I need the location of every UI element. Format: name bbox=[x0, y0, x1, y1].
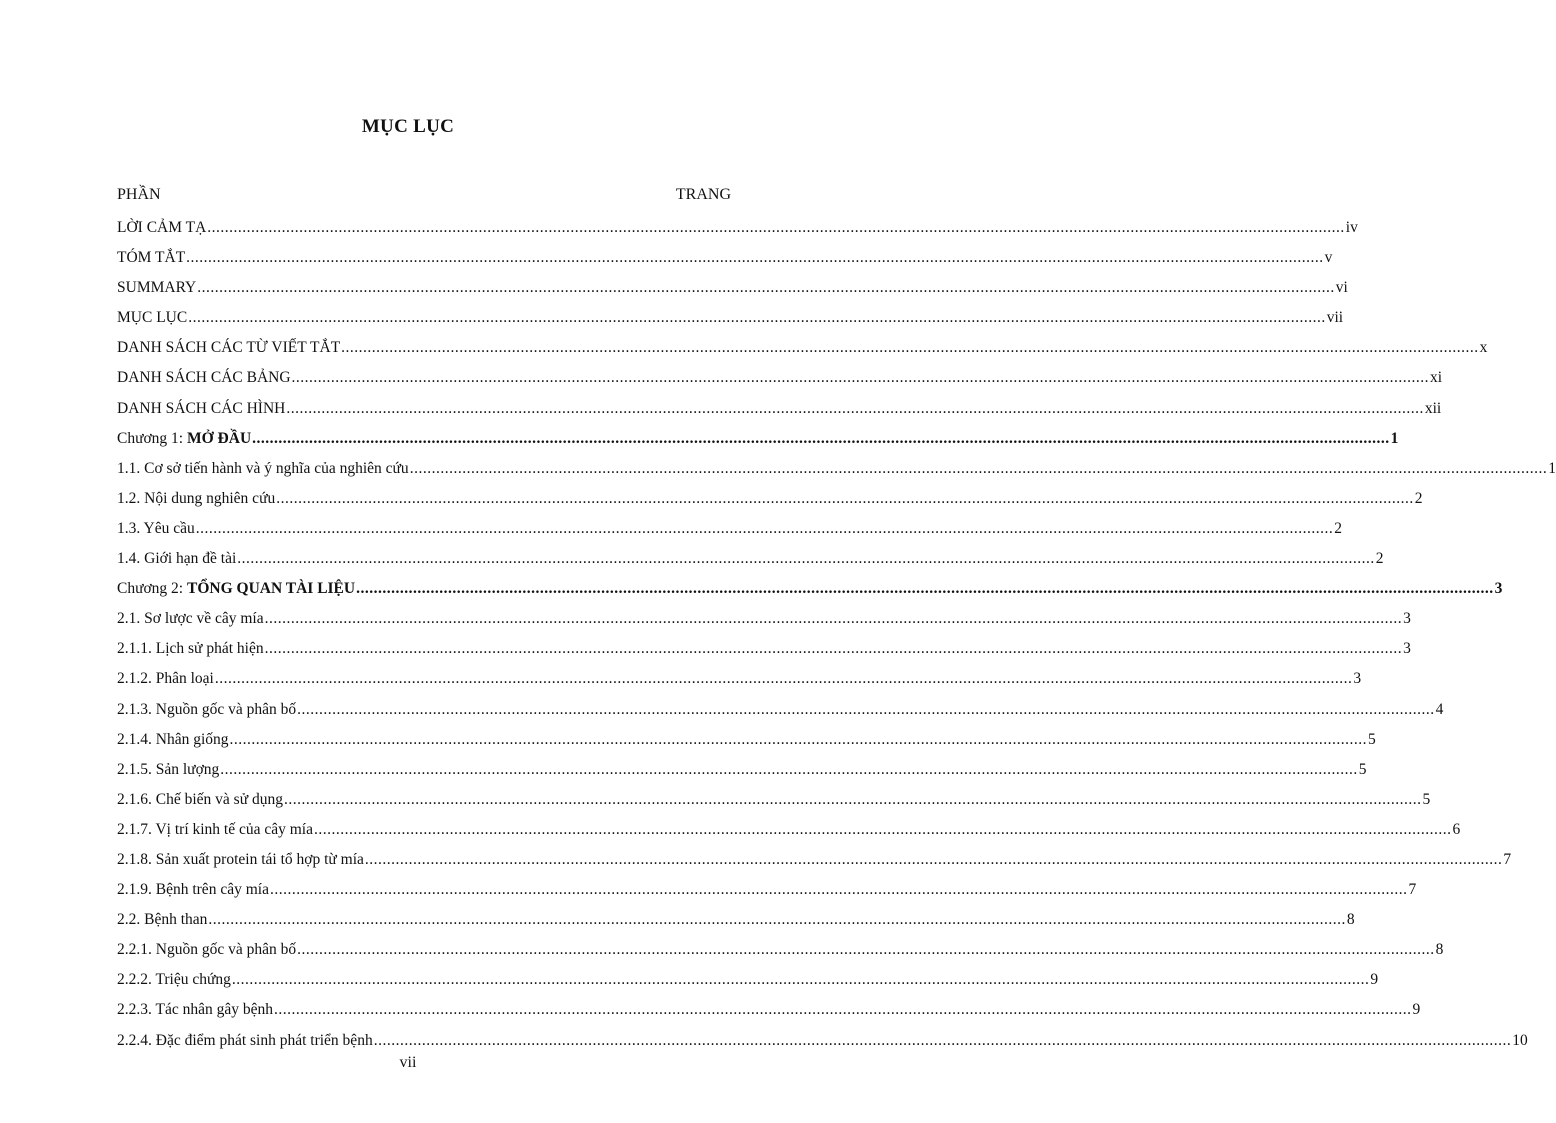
toc-entry-page: 2 bbox=[1334, 519, 1343, 537]
toc-entry[interactable] bbox=[117, 815, 1461, 845]
dot-leader: .................................................................................................................................................................................................................................................................... bbox=[276, 489, 1414, 507]
toc-entry-page: 9 bbox=[1370, 971, 1379, 989]
toc-entry-label: LỜI CẢM TẠ bbox=[117, 219, 207, 236]
toc-entry-page: 8 bbox=[1346, 911, 1355, 929]
chapter-prefix: Chương 2: bbox=[117, 580, 187, 598]
dot-leader: .................................................................................................................................................................................................................................................................... bbox=[273, 1001, 1412, 1019]
toc-entry[interactable] bbox=[117, 634, 1411, 664]
toc-entry[interactable] bbox=[117, 965, 1379, 995]
toc-entry-page: 2 bbox=[1414, 489, 1423, 507]
toc-entry-page: v bbox=[1324, 249, 1333, 267]
toc-chapter-entry[interactable] bbox=[117, 424, 1399, 454]
toc-entry[interactable] bbox=[117, 875, 1417, 905]
toc-entry[interactable] bbox=[117, 995, 1421, 1025]
toc-entry-label bbox=[117, 424, 251, 454]
table-of-contents bbox=[117, 213, 1556, 1056]
dot-leader: .................................................................................................................................................................................................................................................................... bbox=[252, 429, 1390, 447]
dot-leader: .................................................................................................................................................................................................................................................................... bbox=[208, 911, 1346, 929]
dot-leader: .................................................................................................................................................................................................................................................................... bbox=[188, 309, 1326, 327]
toc-entry[interactable] bbox=[117, 303, 1344, 333]
toc-entry-label: 1.1. Cơ sở tiến hành và ý nghĩa của nghiên cứu bbox=[117, 459, 409, 477]
dot-leader: .................................................................................................................................................................................................................................................................... bbox=[297, 941, 1435, 959]
toc-entry-page: 2 bbox=[1375, 550, 1384, 568]
dot-leader: .................................................................................................................................................................................................................................................................... bbox=[297, 700, 1435, 718]
toc-entry-page: 10 bbox=[1512, 1031, 1528, 1049]
toc-entry-label: 2.1.2. Phân loại bbox=[117, 670, 214, 688]
toc-entry[interactable] bbox=[117, 755, 1367, 785]
toc-entry-page: 6 bbox=[1452, 820, 1461, 838]
toc-entry[interactable] bbox=[117, 333, 1488, 363]
toc-entry-page: 3 bbox=[1403, 610, 1411, 628]
toc-entry-label: 1.2. Nội dung nghiên cứu bbox=[117, 489, 276, 507]
dot-leader: .................................................................................................................................................................................................................................................................... bbox=[291, 369, 1430, 387]
dot-leader: .................................................................................................................................................................................................................................................................... bbox=[186, 249, 1324, 267]
toc-entry-page: 3 bbox=[1403, 640, 1411, 658]
toc-entry[interactable] bbox=[117, 363, 1443, 393]
dot-leader: .................................................................................................................................................................................................................................................................... bbox=[286, 399, 1424, 417]
chapter-title: TỔNG QUAN TÀI LIỆU bbox=[187, 580, 356, 598]
dot-leader: .................................................................................................................................................................................................................................................................... bbox=[220, 760, 1358, 778]
toc-entry-page: 8 bbox=[1435, 941, 1444, 959]
toc-entry-label: 2.1. Sơ lược về cây mía bbox=[117, 610, 264, 628]
dot-leader: .................................................................................................................................................................................................................................................................... bbox=[207, 219, 1345, 236]
dot-leader: .................................................................................................................................................................................................................................................................... bbox=[314, 820, 1452, 838]
toc-entry-page: 1 bbox=[1548, 459, 1556, 477]
toc-entry-label: 2.2.2. Triệu chứng bbox=[117, 971, 231, 989]
page-number: vii bbox=[399, 1054, 417, 1071]
dot-leader: .................................................................................................................................................................................................................................................................... bbox=[409, 459, 1548, 477]
dot-leader: .................................................................................................................................................................................................................................................................... bbox=[356, 580, 1494, 598]
section-column-heading: PHẦN bbox=[117, 186, 161, 203]
toc-entry[interactable] bbox=[117, 725, 1376, 755]
toc-entry-page: 1 bbox=[1390, 429, 1399, 447]
toc-entry[interactable] bbox=[117, 905, 1355, 935]
dot-leader: .................................................................................................................................................................................................................................................................... bbox=[229, 730, 1368, 748]
dot-leader: .................................................................................................................................................................................................................................................................... bbox=[214, 670, 1353, 688]
toc-entry[interactable] bbox=[117, 394, 1442, 424]
toc-entry-label: DANH SÁCH CÁC TỪ VIẾT TẮT bbox=[117, 339, 341, 357]
dot-leader: .................................................................................................................................................................................................................................................................... bbox=[269, 881, 1408, 899]
dot-leader: .................................................................................................................................................................................................................................................................... bbox=[364, 850, 1503, 868]
toc-entry-label: 2.1.3. Nguồn gốc và phân bố bbox=[117, 700, 297, 718]
toc-entry-page: 3 bbox=[1494, 580, 1503, 598]
toc-header bbox=[117, 186, 731, 204]
dot-leader: .................................................................................................................................................................................................................................................................... bbox=[283, 790, 1422, 808]
toc-entry[interactable] bbox=[117, 243, 1333, 273]
toc-entry-page: 5 bbox=[1358, 760, 1367, 778]
toc-entry-label: 2.2.3. Tác nhân gây bệnh bbox=[117, 1001, 273, 1019]
toc-entry[interactable] bbox=[117, 604, 1411, 634]
toc-entry[interactable] bbox=[117, 695, 1444, 725]
chapter-title: MỞ ĐẦU bbox=[187, 429, 252, 447]
toc-entry[interactable] bbox=[117, 484, 1423, 514]
toc-entry[interactable] bbox=[117, 544, 1384, 574]
toc-entry-label: 2.1.4. Nhân giống bbox=[117, 730, 229, 748]
toc-entry[interactable] bbox=[117, 1026, 1528, 1056]
toc-entry-page: 9 bbox=[1412, 1001, 1421, 1019]
toc-entry-label: DANH SÁCH CÁC BẢNG bbox=[117, 369, 291, 387]
toc-entry[interactable] bbox=[117, 664, 1362, 694]
toc-entry-page: 3 bbox=[1353, 670, 1362, 688]
toc-entry-label: 2.1.1. Lịch sử phát hiện bbox=[117, 640, 264, 658]
dot-leader: .................................................................................................................................................................................................................................................................... bbox=[341, 339, 1479, 357]
toc-entry-label: 2.1.8. Sản xuất protein tái tổ hợp từ mía bbox=[117, 850, 364, 868]
dot-leader: .................................................................................................................................................................................................................................................................... bbox=[231, 971, 1370, 989]
dot-leader: .................................................................................................................................................................................................................................................................... bbox=[197, 279, 1335, 297]
toc-entry-label: 2.1.9. Bệnh trên cây mía bbox=[117, 881, 269, 899]
toc-entry[interactable] bbox=[117, 514, 1343, 544]
dot-leader: .................................................................................................................................................................................................................................................................... bbox=[373, 1031, 1512, 1049]
toc-entry[interactable] bbox=[117, 785, 1431, 815]
toc-entry[interactable] bbox=[117, 845, 1512, 875]
page-title: MỤC LỤC bbox=[361, 116, 455, 137]
toc-entry[interactable] bbox=[117, 454, 1556, 484]
toc-entry-label bbox=[117, 574, 355, 604]
toc-entry-label: 2.2.4. Đặc điểm phát sinh phát triển bệnh bbox=[117, 1031, 373, 1049]
dot-leader: .................................................................................................................................................................................................................................................................... bbox=[237, 550, 1375, 568]
toc-entry-label: TÓM TẮT bbox=[117, 249, 186, 267]
toc-entry-label: 1.4. Giới hạn đề tài bbox=[117, 550, 237, 568]
toc-entry-page: 5 bbox=[1368, 730, 1376, 748]
toc-entry[interactable] bbox=[117, 935, 1444, 965]
toc-entry-page: vii bbox=[1326, 309, 1344, 327]
toc-entry-label: SUMMARY bbox=[117, 279, 197, 297]
toc-chapter-entry[interactable] bbox=[117, 574, 1503, 604]
toc-entry-page: 5 bbox=[1422, 790, 1431, 808]
toc-entry-page: 7 bbox=[1503, 850, 1512, 868]
toc-entry-label: 2.1.7. Vị trí kinh tế của cây mía bbox=[117, 820, 313, 838]
toc-entry[interactable] bbox=[117, 273, 1348, 303]
toc-entry-page: xii bbox=[1424, 399, 1442, 417]
toc-entry-page: 4 bbox=[1435, 700, 1444, 718]
toc-entry[interactable] bbox=[117, 213, 1358, 243]
toc-entry-label: 1.3. Yêu cầu bbox=[117, 519, 195, 537]
toc-entry-label: 2.1.6. Chế biến và sử dụng bbox=[117, 790, 283, 808]
dot-leader: .................................................................................................................................................................................................................................................................... bbox=[264, 610, 1403, 628]
toc-entry-page: vi bbox=[1335, 279, 1348, 297]
toc-entry-label: 2.2.1. Nguồn gốc và phân bố bbox=[117, 941, 297, 959]
toc-entry-label: DANH SÁCH CÁC HÌNH bbox=[117, 399, 286, 417]
toc-entry-label: MỤC LỤC bbox=[117, 309, 188, 327]
dot-leader: .................................................................................................................................................................................................................................................................... bbox=[195, 519, 1334, 537]
toc-entry-page: xi bbox=[1430, 369, 1443, 387]
page-column-heading: TRANG bbox=[675, 186, 731, 203]
toc-entry-label: 2.1.5. Sản lượng bbox=[117, 760, 220, 778]
dot-leader: .................................................................................................................................................................................................................................................................... bbox=[264, 640, 1403, 658]
chapter-prefix: Chương 1: bbox=[117, 429, 187, 447]
toc-entry-page: x bbox=[1479, 339, 1488, 357]
toc-entry-page: iv bbox=[1345, 219, 1358, 236]
toc-entry-label: 2.2. Bệnh than bbox=[117, 911, 208, 929]
toc-entry-page: 7 bbox=[1408, 881, 1417, 899]
